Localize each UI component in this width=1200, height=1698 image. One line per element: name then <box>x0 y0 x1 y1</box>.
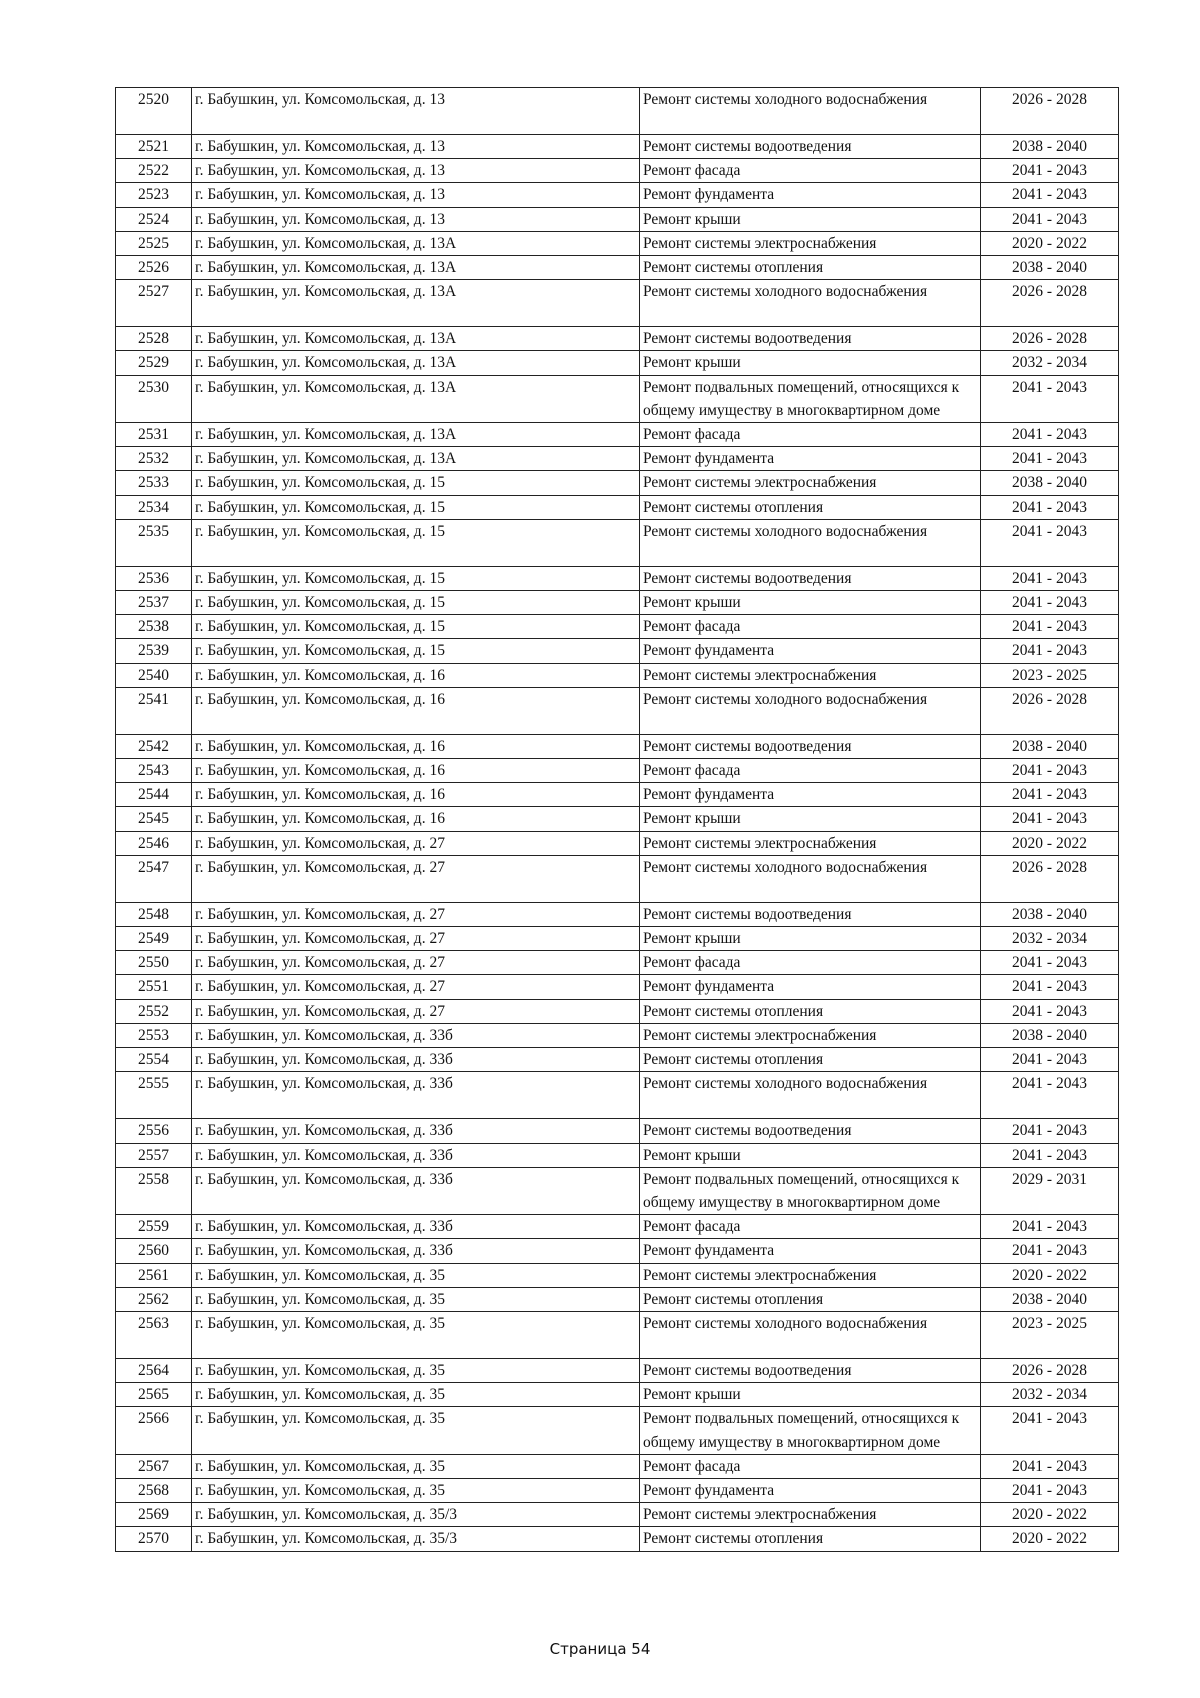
page-number: Страница 54 <box>549 1640 651 1658</box>
work-type-cell: Ремонт системы холодного водоснабжения <box>640 519 981 566</box>
period-cell: 2020 - 2022 <box>981 231 1119 255</box>
row-number-cell: 2524 <box>116 207 192 231</box>
row-number-cell: 2530 <box>116 375 192 422</box>
repair-schedule-table <box>115 87 1119 1552</box>
row-number-cell: 2528 <box>116 327 192 351</box>
row-number-cell: 2561 <box>116 1263 192 1287</box>
work-type-cell: Ремонт системы холодного водоснабжения <box>640 1311 981 1358</box>
period-cell: 2038 - 2040 <box>981 135 1119 159</box>
table-row <box>116 1072 1119 1119</box>
period-cell: 2032 - 2034 <box>981 1383 1119 1407</box>
row-number-cell: 2527 <box>116 280 192 327</box>
row-number-cell: 2544 <box>116 783 192 807</box>
table-row <box>116 231 1119 255</box>
address-cell: г. Бабушкин, ул. Комсомольская, д. 33б <box>192 1239 640 1263</box>
row-number-cell: 2552 <box>116 999 192 1023</box>
table-row <box>116 975 1119 999</box>
address-cell: г. Бабушкин, ул. Комсомольская, д. 16 <box>192 759 640 783</box>
row-number-cell: 2534 <box>116 495 192 519</box>
address-cell: г. Бабушкин, ул. Комсомольская, д. 16 <box>192 807 640 831</box>
table-row <box>116 663 1119 687</box>
address-cell: г. Бабушкин, ул. Комсомольская, д. 35 <box>192 1358 640 1382</box>
period-cell: 2041 - 2043 <box>981 807 1119 831</box>
period-cell: 2038 - 2040 <box>981 1287 1119 1311</box>
address-cell: г. Бабушкин, ул. Комсомольская, д. 16 <box>192 734 640 758</box>
table-row <box>116 471 1119 495</box>
row-number-cell: 2521 <box>116 135 192 159</box>
period-cell: 2041 - 2043 <box>981 1239 1119 1263</box>
table-row <box>116 88 1119 135</box>
address-cell: г. Бабушкин, ул. Комсомольская, д. 27 <box>192 902 640 926</box>
address-cell: г. Бабушкин, ул. Комсомольская, д. 33б <box>192 1048 640 1072</box>
table-row <box>116 951 1119 975</box>
table-row <box>116 1311 1119 1358</box>
table-row <box>116 1454 1119 1478</box>
period-cell: 2041 - 2043 <box>981 1048 1119 1072</box>
table-row <box>116 1215 1119 1239</box>
row-number-cell: 2548 <box>116 902 192 926</box>
period-cell: 2041 - 2043 <box>981 1478 1119 1502</box>
work-type-cell: Ремонт крыши <box>640 1383 981 1407</box>
table-row <box>116 591 1119 615</box>
table-row <box>116 1023 1119 1047</box>
table-row <box>116 927 1119 951</box>
work-type-cell: Ремонт крыши <box>640 207 981 231</box>
period-cell: 2029 - 2031 <box>981 1167 1119 1214</box>
period-cell: 2041 - 2043 <box>981 591 1119 615</box>
work-type-cell: Ремонт системы водоотведения <box>640 1119 981 1143</box>
work-type-cell: Ремонт системы водоотведения <box>640 902 981 926</box>
period-cell: 2026 - 2028 <box>981 280 1119 327</box>
row-number-cell: 2557 <box>116 1143 192 1167</box>
address-cell: г. Бабушкин, ул. Комсомольская, д. 13 <box>192 135 640 159</box>
table-row <box>116 423 1119 447</box>
table-row <box>116 687 1119 734</box>
work-type-cell: Ремонт фасада <box>640 615 981 639</box>
row-number-cell: 2549 <box>116 927 192 951</box>
work-type-cell: Ремонт крыши <box>640 351 981 375</box>
table-row <box>116 495 1119 519</box>
work-type-cell: Ремонт системы водоотведения <box>640 1358 981 1382</box>
address-cell: г. Бабушкин, ул. Комсомольская, д. 35 <box>192 1478 640 1502</box>
work-type-cell: Ремонт системы холодного водоснабжения <box>640 687 981 734</box>
work-type-cell: Ремонт системы холодного водоснабжения <box>640 280 981 327</box>
row-number-cell: 2559 <box>116 1215 192 1239</box>
address-cell: г. Бабушкин, ул. Комсомольская, д. 13А <box>192 327 640 351</box>
address-cell: г. Бабушкин, ул. Комсомольская, д. 13А <box>192 280 640 327</box>
address-cell: г. Бабушкин, ул. Комсомольская, д. 27 <box>192 975 640 999</box>
period-cell: 2041 - 2043 <box>981 566 1119 590</box>
period-cell: 2041 - 2043 <box>981 999 1119 1023</box>
address-cell: г. Бабушкин, ул. Комсомольская, д. 15 <box>192 519 640 566</box>
address-cell: г. Бабушкин, ул. Комсомольская, д. 33б <box>192 1167 640 1214</box>
row-number-cell: 2529 <box>116 351 192 375</box>
row-number-cell: 2520 <box>116 88 192 135</box>
table-row <box>116 615 1119 639</box>
period-cell: 2023 - 2025 <box>981 663 1119 687</box>
row-number-cell: 2522 <box>116 159 192 183</box>
table-row <box>116 855 1119 902</box>
row-number-cell: 2536 <box>116 566 192 590</box>
address-cell: г. Бабушкин, ул. Комсомольская, д. 13А <box>192 351 640 375</box>
work-type-cell: Ремонт подвальных помещений, относящихся к общему имуществу в многоквартирном доме <box>640 1167 981 1214</box>
address-cell: г. Бабушкин, ул. Комсомольская, д. 27 <box>192 831 640 855</box>
table-row <box>116 519 1119 566</box>
table-row <box>116 783 1119 807</box>
address-cell: г. Бабушкин, ул. Комсомольская, д. 27 <box>192 999 640 1023</box>
repair-schedule-body <box>116 88 1119 1552</box>
table-row <box>116 1143 1119 1167</box>
period-cell: 2038 - 2040 <box>981 256 1119 280</box>
table-row <box>116 1503 1119 1527</box>
row-number-cell: 2554 <box>116 1048 192 1072</box>
period-cell: 2026 - 2028 <box>981 327 1119 351</box>
work-type-cell: Ремонт фундамента <box>640 1239 981 1263</box>
work-type-cell: Ремонт фундамента <box>640 183 981 207</box>
work-type-cell: Ремонт системы отопления <box>640 999 981 1023</box>
table-row <box>116 280 1119 327</box>
row-number-cell: 2533 <box>116 471 192 495</box>
work-type-cell: Ремонт системы холодного водоснабжения <box>640 88 981 135</box>
period-cell: 2041 - 2043 <box>981 759 1119 783</box>
work-type-cell: Ремонт системы водоотведения <box>640 327 981 351</box>
row-number-cell: 2532 <box>116 447 192 471</box>
period-cell: 2041 - 2043 <box>981 183 1119 207</box>
period-cell: 2041 - 2043 <box>981 447 1119 471</box>
address-cell: г. Бабушкин, ул. Комсомольская, д. 35 <box>192 1454 640 1478</box>
row-number-cell: 2556 <box>116 1119 192 1143</box>
table-row <box>116 639 1119 663</box>
row-number-cell: 2551 <box>116 975 192 999</box>
table-row <box>116 1263 1119 1287</box>
row-number-cell: 2535 <box>116 519 192 566</box>
address-cell: г. Бабушкин, ул. Комсомольская, д. 27 <box>192 927 640 951</box>
period-cell: 2041 - 2043 <box>981 951 1119 975</box>
address-cell: г. Бабушкин, ул. Комсомольская, д. 13 <box>192 88 640 135</box>
table-row <box>116 256 1119 280</box>
row-number-cell: 2555 <box>116 1072 192 1119</box>
row-number-cell: 2537 <box>116 591 192 615</box>
row-number-cell: 2560 <box>116 1239 192 1263</box>
work-type-cell: Ремонт фасада <box>640 759 981 783</box>
address-cell: г. Бабушкин, ул. Комсомольская, д. 35 <box>192 1263 640 1287</box>
address-cell: г. Бабушкин, ул. Комсомольская, д. 13А <box>192 447 640 471</box>
work-type-cell: Ремонт системы электроснабжения <box>640 663 981 687</box>
row-number-cell: 2538 <box>116 615 192 639</box>
period-cell: 2041 - 2043 <box>981 1454 1119 1478</box>
address-cell: г. Бабушкин, ул. Комсомольская, д. 13 <box>192 183 640 207</box>
work-type-cell: Ремонт фундамента <box>640 1478 981 1502</box>
work-type-cell: Ремонт фундамента <box>640 639 981 663</box>
row-number-cell: 2564 <box>116 1358 192 1382</box>
work-type-cell: Ремонт фасада <box>640 951 981 975</box>
work-type-cell: Ремонт системы электроснабжения <box>640 1503 981 1527</box>
table-row <box>116 1478 1119 1502</box>
work-type-cell: Ремонт крыши <box>640 591 981 615</box>
period-cell: 2032 - 2034 <box>981 351 1119 375</box>
table-row <box>116 327 1119 351</box>
work-type-cell: Ремонт системы отопления <box>640 495 981 519</box>
table-row <box>116 159 1119 183</box>
work-type-cell: Ремонт крыши <box>640 927 981 951</box>
period-cell: 2041 - 2043 <box>981 615 1119 639</box>
period-cell: 2020 - 2022 <box>981 1503 1119 1527</box>
period-cell: 2026 - 2028 <box>981 855 1119 902</box>
table-row <box>116 351 1119 375</box>
period-cell: 2038 - 2040 <box>981 471 1119 495</box>
address-cell: г. Бабушкин, ул. Комсомольская, д. 27 <box>192 951 640 975</box>
work-type-cell: Ремонт системы холодного водоснабжения <box>640 855 981 902</box>
row-number-cell: 2540 <box>116 663 192 687</box>
address-cell: г. Бабушкин, ул. Комсомольская, д. 13 <box>192 207 640 231</box>
table-row <box>116 1167 1119 1214</box>
row-number-cell: 2558 <box>116 1167 192 1214</box>
period-cell: 2041 - 2043 <box>981 1143 1119 1167</box>
row-number-cell: 2570 <box>116 1527 192 1551</box>
period-cell: 2041 - 2043 <box>981 495 1119 519</box>
address-cell: г. Бабушкин, ул. Комсомольская, д. 15 <box>192 566 640 590</box>
address-cell: г. Бабушкин, ул. Комсомольская, д. 33б <box>192 1143 640 1167</box>
table-row <box>116 1407 1119 1454</box>
row-number-cell: 2566 <box>116 1407 192 1454</box>
period-cell: 2041 - 2043 <box>981 423 1119 447</box>
period-cell: 2041 - 2043 <box>981 519 1119 566</box>
period-cell: 2041 - 2043 <box>981 639 1119 663</box>
period-cell: 2041 - 2043 <box>981 783 1119 807</box>
work-type-cell: Ремонт системы водоотведения <box>640 566 981 590</box>
row-number-cell: 2553 <box>116 1023 192 1047</box>
period-cell: 2026 - 2028 <box>981 1358 1119 1382</box>
address-cell: г. Бабушкин, ул. Комсомольская, д. 33б <box>192 1072 640 1119</box>
table-row <box>116 135 1119 159</box>
address-cell: г. Бабушкин, ул. Комсомольская, д. 13А <box>192 375 640 422</box>
period-cell: 2041 - 2043 <box>981 159 1119 183</box>
row-number-cell: 2568 <box>116 1478 192 1502</box>
table-row <box>116 831 1119 855</box>
row-number-cell: 2563 <box>116 1311 192 1358</box>
period-cell: 2032 - 2034 <box>981 927 1119 951</box>
work-type-cell: Ремонт системы водоотведения <box>640 734 981 758</box>
address-cell: г. Бабушкин, ул. Комсомольская, д. 15 <box>192 591 640 615</box>
work-type-cell: Ремонт подвальных помещений, относящихся к общему имуществу в многоквартирном доме <box>640 1407 981 1454</box>
address-cell: г. Бабушкин, ул. Комсомольская, д. 13А <box>192 231 640 255</box>
work-type-cell: Ремонт фасада <box>640 1215 981 1239</box>
table-row <box>116 807 1119 831</box>
address-cell: г. Бабушкин, ул. Комсомольская, д. 35/3 <box>192 1527 640 1551</box>
row-number-cell: 2545 <box>116 807 192 831</box>
row-number-cell: 2539 <box>116 639 192 663</box>
work-type-cell: Ремонт системы водоотведения <box>640 135 981 159</box>
work-type-cell: Ремонт системы электроснабжения <box>640 471 981 495</box>
work-type-cell: Ремонт системы электроснабжения <box>640 231 981 255</box>
table-row <box>116 447 1119 471</box>
period-cell: 2026 - 2028 <box>981 88 1119 135</box>
table-row <box>116 734 1119 758</box>
address-cell: г. Бабушкин, ул. Комсомольская, д. 35/3 <box>192 1503 640 1527</box>
table-row <box>116 566 1119 590</box>
period-cell: 2041 - 2043 <box>981 207 1119 231</box>
table-row <box>116 999 1119 1023</box>
work-type-cell: Ремонт системы отопления <box>640 256 981 280</box>
period-cell: 2041 - 2043 <box>981 1072 1119 1119</box>
table-row <box>116 1383 1119 1407</box>
work-type-cell: Ремонт фундамента <box>640 783 981 807</box>
row-number-cell: 2547 <box>116 855 192 902</box>
period-cell: 2041 - 2043 <box>981 975 1119 999</box>
work-type-cell: Ремонт фундамента <box>640 975 981 999</box>
address-cell: г. Бабушкин, ул. Комсомольская, д. 35 <box>192 1407 640 1454</box>
period-cell: 2038 - 2040 <box>981 902 1119 926</box>
period-cell: 2041 - 2043 <box>981 1119 1119 1143</box>
work-type-cell: Ремонт системы отопления <box>640 1048 981 1072</box>
address-cell: г. Бабушкин, ул. Комсомольская, д. 33б <box>192 1119 640 1143</box>
address-cell: г. Бабушкин, ул. Комсомольская, д. 16 <box>192 663 640 687</box>
address-cell: г. Бабушкин, ул. Комсомольская, д. 13А <box>192 256 640 280</box>
period-cell: 2020 - 2022 <box>981 1263 1119 1287</box>
period-cell: 2020 - 2022 <box>981 1527 1119 1551</box>
row-number-cell: 2531 <box>116 423 192 447</box>
address-cell: г. Бабушкин, ул. Комсомольская, д. 33б <box>192 1023 640 1047</box>
work-type-cell: Ремонт системы отопления <box>640 1527 981 1551</box>
address-cell: г. Бабушкин, ул. Комсомольская, д. 35 <box>192 1287 640 1311</box>
address-cell: г. Бабушкин, ул. Комсомольская, д. 35 <box>192 1383 640 1407</box>
work-type-cell: Ремонт крыши <box>640 1143 981 1167</box>
row-number-cell: 2550 <box>116 951 192 975</box>
period-cell: 2020 - 2022 <box>981 831 1119 855</box>
row-number-cell: 2542 <box>116 734 192 758</box>
work-type-cell: Ремонт системы отопления <box>640 1287 981 1311</box>
address-cell: г. Бабушкин, ул. Комсомольская, д. 35 <box>192 1311 640 1358</box>
address-cell: г. Бабушкин, ул. Комсомольская, д. 33б <box>192 1215 640 1239</box>
address-cell: г. Бабушкин, ул. Комсомольская, д. 16 <box>192 687 640 734</box>
row-number-cell: 2562 <box>116 1287 192 1311</box>
work-type-cell: Ремонт системы электроснабжения <box>640 1023 981 1047</box>
address-cell: г. Бабушкин, ул. Комсомольская, д. 15 <box>192 495 640 519</box>
row-number-cell: 2523 <box>116 183 192 207</box>
work-type-cell: Ремонт крыши <box>640 807 981 831</box>
row-number-cell: 2541 <box>116 687 192 734</box>
address-cell: г. Бабушкин, ул. Комсомольская, д. 27 <box>192 855 640 902</box>
address-cell: г. Бабушкин, ул. Комсомольская, д. 13А <box>192 423 640 447</box>
address-cell: г. Бабушкин, ул. Комсомольская, д. 15 <box>192 639 640 663</box>
row-number-cell: 2567 <box>116 1454 192 1478</box>
row-number-cell: 2525 <box>116 231 192 255</box>
work-type-cell: Ремонт фасада <box>640 159 981 183</box>
period-cell: 2026 - 2028 <box>981 687 1119 734</box>
period-cell: 2038 - 2040 <box>981 734 1119 758</box>
work-type-cell: Ремонт фундамента <box>640 447 981 471</box>
row-number-cell: 2569 <box>116 1503 192 1527</box>
work-type-cell: Ремонт системы холодного водоснабжения <box>640 1072 981 1119</box>
row-number-cell: 2546 <box>116 831 192 855</box>
address-cell: г. Бабушкин, ул. Комсомольская, д. 16 <box>192 783 640 807</box>
period-cell: 2038 - 2040 <box>981 1023 1119 1047</box>
table-row <box>116 1048 1119 1072</box>
work-type-cell: Ремонт подвальных помещений, относящихся к общему имуществу в многоквартирном доме <box>640 375 981 422</box>
table-row <box>116 1119 1119 1143</box>
table-row <box>116 1239 1119 1263</box>
address-cell: г. Бабушкин, ул. Комсомольская, д. 13 <box>192 159 640 183</box>
table-row <box>116 1287 1119 1311</box>
address-cell: г. Бабушкин, ул. Комсомольская, д. 15 <box>192 471 640 495</box>
row-number-cell: 2565 <box>116 1383 192 1407</box>
table-row <box>116 759 1119 783</box>
table-row <box>116 1358 1119 1382</box>
address-cell: г. Бабушкин, ул. Комсомольская, д. 15 <box>192 615 640 639</box>
table-row <box>116 207 1119 231</box>
table-row <box>116 1527 1119 1551</box>
work-type-cell: Ремонт фасада <box>640 1454 981 1478</box>
table-row <box>116 183 1119 207</box>
row-number-cell: 2543 <box>116 759 192 783</box>
period-cell: 2041 - 2043 <box>981 1215 1119 1239</box>
work-type-cell: Ремонт системы электроснабжения <box>640 1263 981 1287</box>
period-cell: 2041 - 2043 <box>981 1407 1119 1454</box>
work-type-cell: Ремонт системы электроснабжения <box>640 831 981 855</box>
period-cell: 2041 - 2043 <box>981 375 1119 422</box>
period-cell: 2023 - 2025 <box>981 1311 1119 1358</box>
row-number-cell: 2526 <box>116 256 192 280</box>
work-type-cell: Ремонт фасада <box>640 423 981 447</box>
table-row <box>116 902 1119 926</box>
table-row <box>116 375 1119 422</box>
